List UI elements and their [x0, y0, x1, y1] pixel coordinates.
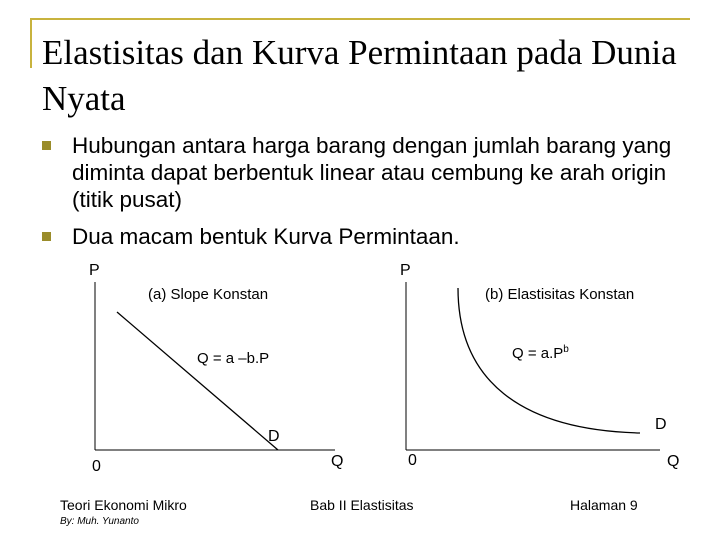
slide-title: Elastisitas dan Kurva Permintaan pada Dunia Nyata: [42, 33, 677, 118]
footer-course: Teori Ekonomi Mikro: [60, 497, 187, 513]
right-equation: [512, 344, 569, 362]
right-origin-label: 0: [408, 452, 417, 469]
footer-chapter: Bab II Elastisitas: [310, 497, 414, 513]
footer-page-number: Halaman 9: [570, 497, 638, 513]
right-equation-base: Q = a.P: [512, 345, 564, 362]
right-x-axis-label: Q: [667, 453, 680, 470]
right-curve-label: D: [655, 416, 667, 433]
left-x-axis-label: Q: [331, 453, 344, 470]
left-y-axis-label: P: [89, 262, 100, 279]
left-equation: Q = a –b.P: [197, 350, 270, 367]
left-curve-label: D: [268, 428, 280, 445]
left-origin-label: 0: [92, 458, 101, 475]
bullet-text-2: Dua macam bentuk Kurva Permintaan.: [72, 224, 460, 249]
footer-author: By: Muh. Yunanto: [60, 516, 139, 527]
right-equation-exponent: b: [563, 344, 569, 355]
right-panel-caption: (b) Elastisitas Konstan: [485, 286, 635, 303]
linear-demand-curve: [117, 312, 278, 450]
right-y-axis-label: P: [400, 262, 411, 279]
left-panel-caption: (a) Slope Konstan: [148, 286, 269, 303]
bullet-text-1: Hubungan antara harga barang dengan jumlah barang yang diminta dapat berbentuk linear atau cembung ke arah origin (titik pusat): [72, 133, 672, 212]
